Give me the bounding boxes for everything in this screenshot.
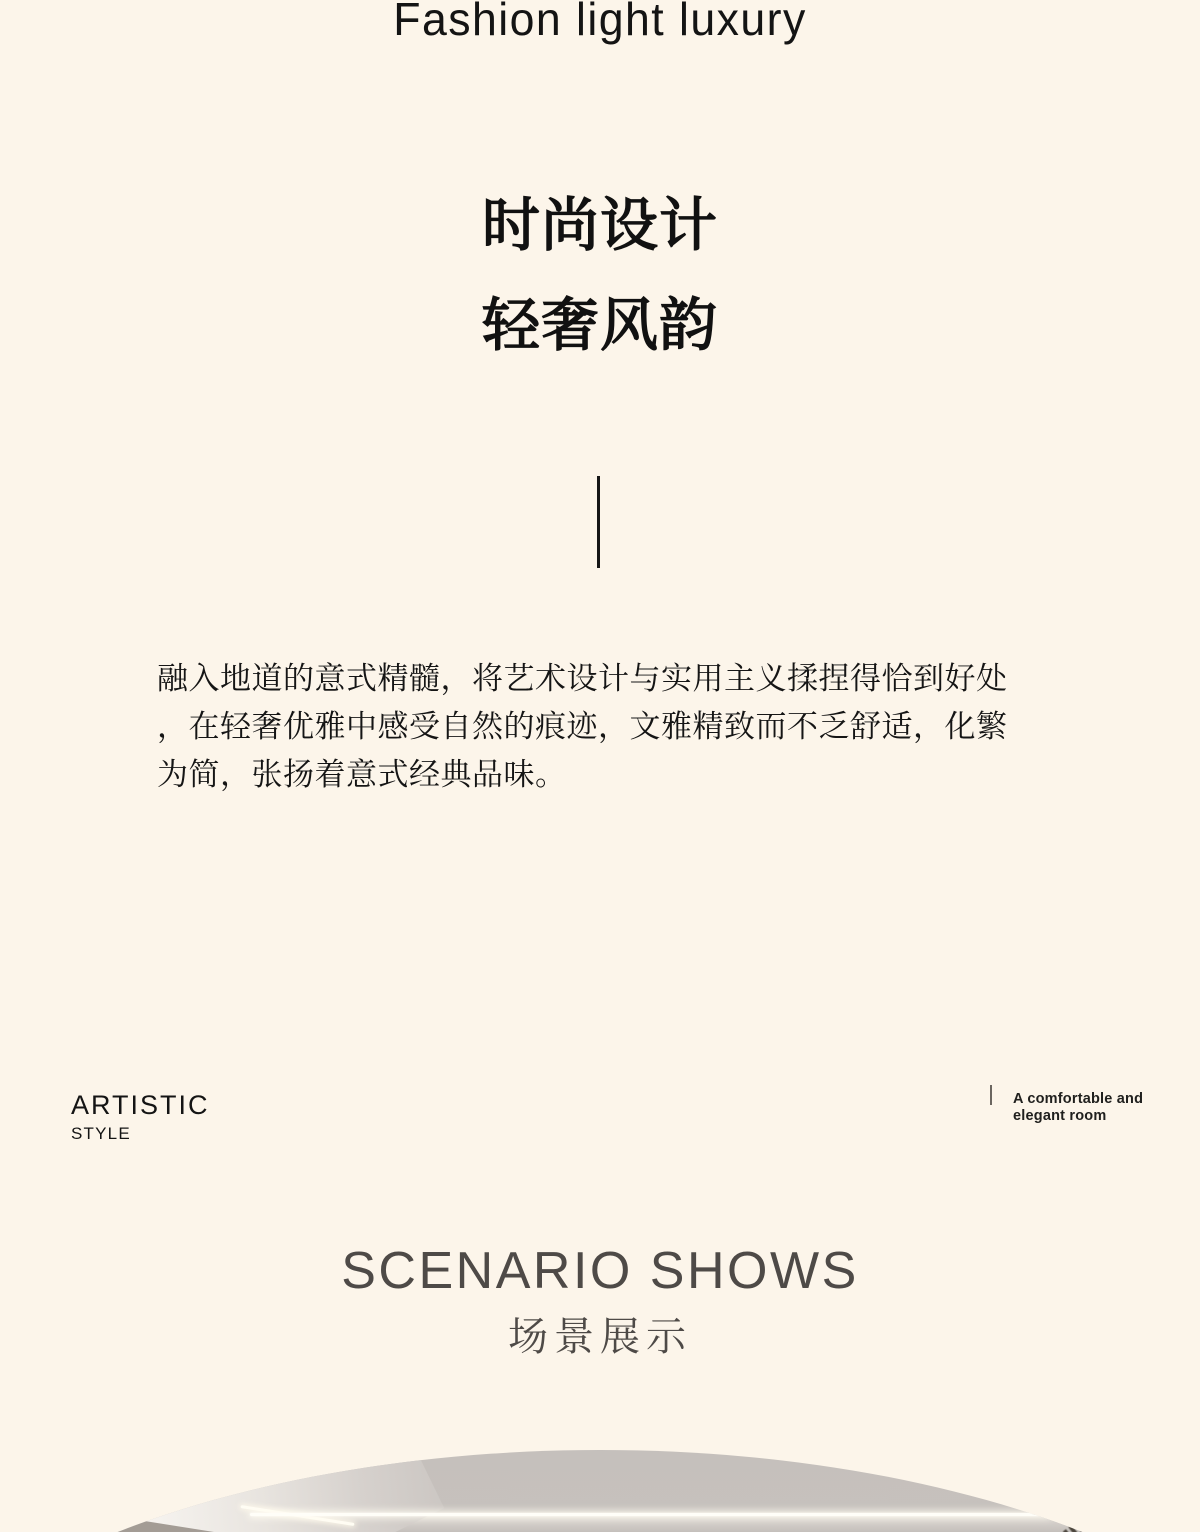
hero-title-line-1: 时尚设计 (481, 193, 718, 258)
vertical-divider (597, 476, 600, 568)
room-caption-line-2: elegant room (1013, 1107, 1107, 1124)
scenario-heading: SCENARIO SHOWS (341, 1242, 859, 1300)
led-light-strip (250, 1513, 1050, 1516)
scenario-subheading: 场景展示 (508, 1315, 692, 1359)
tagline-heading: Fashion light luxury (393, 0, 807, 45)
scene-photo (0, 1450, 1200, 1532)
room-caption (1013, 1091, 1173, 1124)
intro-line-2: ，在轻奢优雅中感受自然的痕迹，文雅精致而不乏舒适，化繁 (157, 709, 1008, 744)
intro-line-3: 为简，张扬着意式经典品味。 (157, 757, 567, 792)
intro-paragraph (157, 655, 1077, 799)
caption-tick-line (990, 1085, 992, 1105)
artistic-heading: ARTISTIC (71, 1090, 210, 1120)
intro-line-1: 融入地道的意式精髓，将艺术设计与实用主义揉捏得恰到好处 (157, 661, 1008, 696)
hero-title-line-2: 轻奢风韵 (481, 293, 718, 358)
artistic-subheading: STYLE (71, 1124, 131, 1143)
room-caption-line-1: A comfortable and (1013, 1091, 1144, 1107)
